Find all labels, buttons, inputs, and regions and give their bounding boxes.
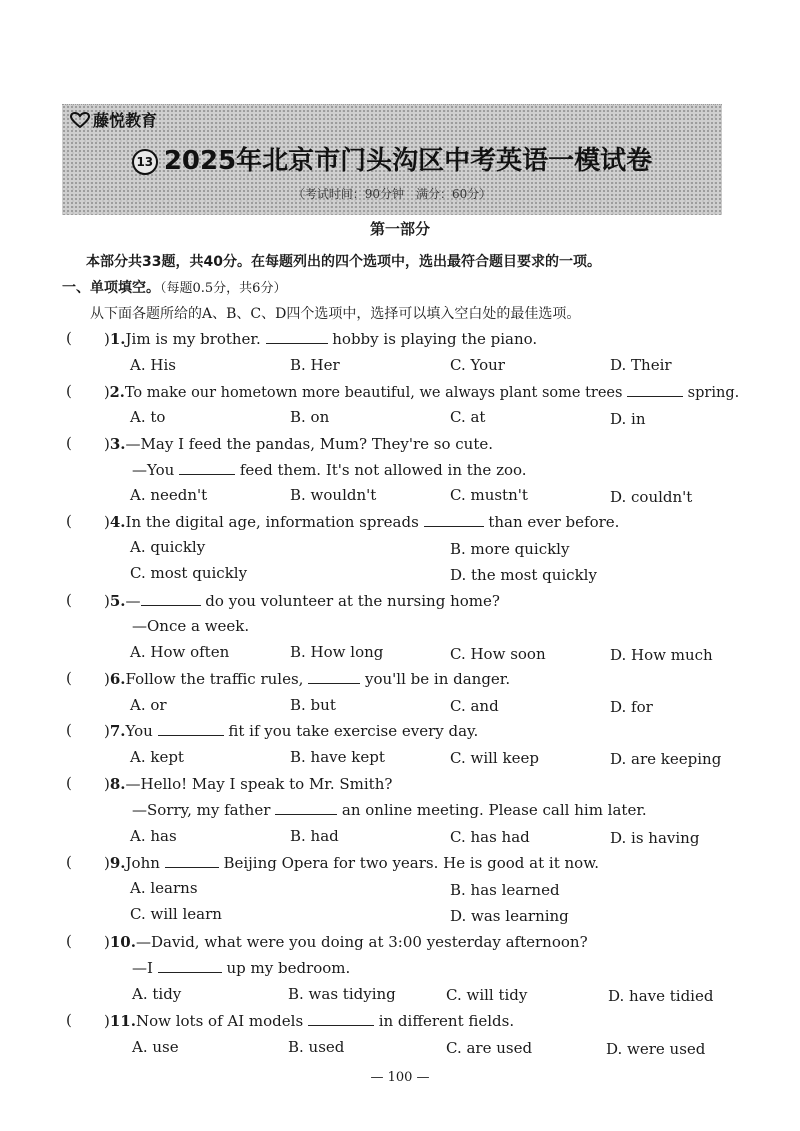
blank-5[interactable] [141, 591, 201, 606]
option-9a[interactable]: A. learns [130, 879, 198, 897]
option-1d[interactable]: D. Their [610, 356, 672, 374]
option-11d[interactable]: D. were used [606, 1040, 706, 1058]
page-number: — 100 — [370, 1070, 430, 1085]
option-5c[interactable]: C. How soon [450, 645, 546, 663]
question-10: )10.—David, what were you doing at 3:00 yesterday afternoon? [104, 933, 588, 951]
blank-8[interactable] [275, 800, 337, 815]
exam-subtitle: （考试时间：90分钟 满分：60分） [292, 187, 492, 201]
question-5-line2: —Once a week. [132, 617, 250, 635]
section-heading [62, 278, 286, 299]
option-4a[interactable]: A. quickly [130, 538, 206, 556]
blank-7[interactable] [158, 721, 224, 736]
option-2c[interactable]: C. at [450, 408, 486, 426]
option-8b[interactable]: B. had [290, 827, 339, 845]
question-5: )5.— do you volunteer at the nursing home? [104, 592, 500, 610]
option-3c[interactable]: C. mustn't [450, 486, 528, 504]
exam-number-badge: 13 [132, 149, 158, 175]
question-1: )1.Jim is my brother. hobby is playing the piano. [104, 330, 538, 348]
option-3b[interactable]: B. wouldn't [290, 486, 377, 504]
answer-paren-5[interactable]: ( [66, 591, 72, 609]
option-6c[interactable]: C. and [450, 697, 499, 715]
option-9c[interactable]: C. will learn [130, 905, 222, 923]
option-8c[interactable]: C. has had [450, 828, 530, 846]
option-10c[interactable]: C. will tidy [446, 986, 528, 1004]
option-3d[interactable]: D. couldn't [610, 488, 693, 506]
option-1b[interactable]: B. Her [290, 356, 340, 374]
part-intro: 本部分共33题，共40分。在每题列出的四个选项中，选出最符合题目要求的一项。 [86, 254, 601, 270]
blank-3[interactable] [179, 460, 235, 475]
question-11: )11.Now lots of AI models in different fields. [104, 1012, 515, 1030]
blank-6[interactable] [308, 669, 360, 684]
section-points: （每题0.5分，共6分） [160, 281, 287, 296]
option-7a[interactable]: A. kept [130, 748, 184, 766]
answer-paren-2[interactable]: ( [66, 382, 72, 400]
answer-paren-4[interactable]: ( [66, 512, 72, 530]
answer-paren-3[interactable]: ( [66, 434, 72, 452]
option-5a[interactable]: A. How often [130, 643, 230, 661]
option-4b[interactable]: B. more quickly [450, 540, 570, 558]
option-3a[interactable]: A. needn't [130, 486, 208, 504]
option-10b[interactable]: B. was tidying [288, 985, 396, 1003]
option-8d[interactable]: D. is having [610, 829, 700, 847]
question-6: )6.Follow the traffic rules, you'll be in danger. [104, 670, 511, 688]
option-8a[interactable]: A. has [130, 827, 177, 845]
question-3-line2: —You feed them. It's not allowed in the zoo. [132, 461, 527, 479]
blank-11[interactable] [308, 1011, 374, 1026]
option-9d[interactable]: D. was learning [450, 907, 569, 925]
question-8-line2: —Sorry, my father an online meeting. Please call him later. [132, 801, 647, 819]
option-11b[interactable]: B. used [288, 1038, 345, 1056]
section-heading-text: 一、单项填空。 [62, 280, 160, 296]
option-2a[interactable]: A. to [130, 408, 166, 426]
option-4c[interactable]: C. most quickly [130, 564, 248, 582]
option-9b[interactable]: B. has learned [450, 881, 560, 899]
blank-9[interactable] [165, 853, 219, 868]
option-4d[interactable]: D. the most quickly [450, 566, 597, 584]
answer-paren-9[interactable]: ( [66, 853, 72, 871]
option-10d[interactable]: D. have tidied [608, 987, 714, 1005]
question-10-line2: —I up my bedroom. [132, 959, 351, 977]
blank-10[interactable] [158, 958, 222, 973]
option-5b[interactable]: B. How long [290, 643, 384, 661]
option-7b[interactable]: B. have kept [290, 748, 385, 766]
blank-1[interactable] [266, 329, 328, 344]
question-9: )9.John Beijing Opera for two years. He is good at it now. [104, 854, 600, 872]
part-title: 第一部分 [369, 220, 430, 238]
exam-title-text: 2025年北京市门头沟区中考英语一模试卷 [163, 146, 653, 176]
section-instruction: 从下面各题所给的A、B、C、D四个选项中，选择可以填入空白处的最佳选项。 [90, 306, 581, 322]
question-8: )8.—Hello! May I speak to Mr. Smith? [104, 775, 393, 793]
question-2: )2.To make our hometown more beautiful, we always plant some trees spring. [104, 384, 740, 401]
answer-paren-1[interactable]: ( [66, 329, 72, 347]
option-2d[interactable]: D. in [610, 410, 646, 428]
option-10a[interactable]: A. tidy [132, 985, 182, 1003]
option-11a[interactable]: A. use [132, 1038, 179, 1056]
option-6b[interactable]: B. but [290, 696, 336, 714]
option-6a[interactable]: A. or [130, 696, 167, 714]
answer-paren-7[interactable]: ( [66, 721, 72, 739]
option-11c[interactable]: C. are used [446, 1039, 533, 1057]
answer-paren-10[interactable]: ( [66, 932, 72, 950]
question-4: )4.In the digital age, information spreads than ever before. [104, 513, 620, 531]
option-1c[interactable]: C. Your [450, 356, 505, 374]
question-7: )7.You fit if you take exercise every day. [104, 722, 479, 740]
blank-2[interactable] [627, 382, 683, 397]
option-2b[interactable]: B. on [290, 408, 330, 426]
blank-4[interactable] [424, 512, 484, 527]
option-7d[interactable]: D. are keeping [610, 750, 722, 768]
option-5d[interactable]: D. How much [610, 646, 713, 664]
option-7c[interactable]: C. will keep [450, 749, 539, 767]
brand [70, 108, 157, 131]
option-1a[interactable]: A. His [130, 356, 176, 374]
heart-logo-icon [70, 112, 90, 128]
answer-paren-8[interactable]: ( [66, 774, 72, 792]
brand-name: 藤悦教育 [93, 111, 158, 130]
answer-paren-11[interactable]: ( [66, 1011, 72, 1029]
question-3: )3.—May I feed the pandas, Mum? They're so cute. [104, 435, 494, 453]
option-6d[interactable]: D. for [610, 698, 653, 716]
answer-paren-6[interactable]: ( [66, 669, 72, 687]
exam-title [62, 140, 722, 177]
